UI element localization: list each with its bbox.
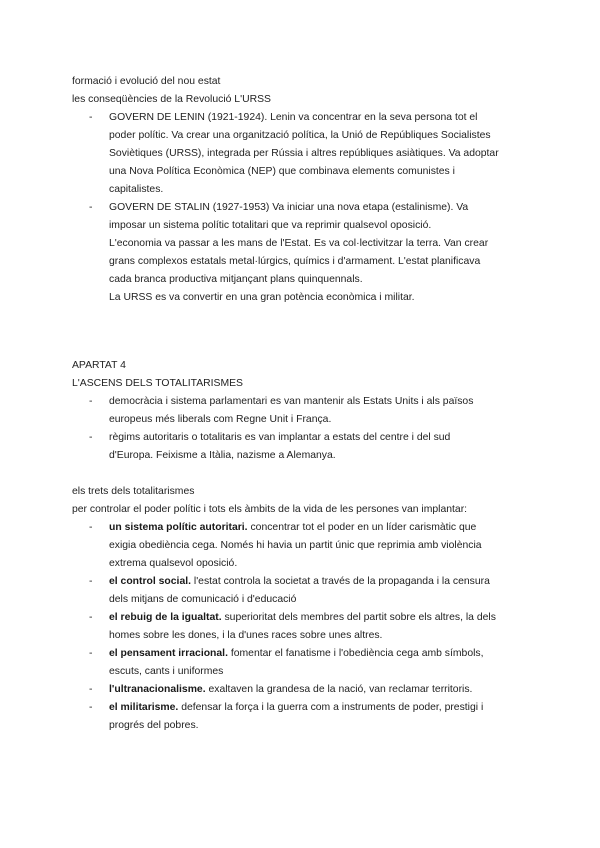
section-title: L'ASCENS DELS TOTALITARISMES [72, 378, 243, 389]
list-item [72, 109, 540, 199]
text-line [109, 699, 540, 717]
text-line: capitalistes. [109, 184, 164, 195]
text-line: homes sobre les dones, i la d'unes races sobre unes altres. [109, 630, 383, 641]
spacer [72, 307, 540, 357]
trait-description: concentrar tot el poder en un líder carismàtic que [247, 522, 477, 533]
text-line: d'Europa. Feixisme a Itàlia, nazisme a Alemanya. [109, 450, 336, 461]
trait-description: l'estat controla la societat a través de la propaganda i la censura [191, 576, 490, 587]
section-title: els trets dels totalitarismes [72, 486, 195, 497]
list-item [72, 429, 540, 465]
regimes-list [72, 393, 540, 465]
section-subtitle: les conseqüències de la Revolució L'URSS [72, 94, 271, 105]
trait-description: superioritat dels membres del partit sobre els altres, la dels [221, 612, 496, 623]
text-line: - GOVERN DE LENIN (1921-1924). Lenin va concentrar en la seva persona tot el [109, 112, 478, 123]
text-line: poder polític. Va crear una organització política, la Unió de Repúbliques Socialistes [109, 130, 491, 141]
trait-term: el pensament irracional. [109, 648, 228, 659]
list-item [72, 699, 540, 735]
text-line: - règims autoritaris o totalitaris es van implantar a estats del centre i del sud [109, 432, 451, 443]
trait-description: exaltaven la grandesa de la nació, van reclamar territoris. [205, 684, 473, 695]
section-heading: APARTAT 4 [72, 360, 126, 371]
trait-term: el militarisme. [109, 702, 179, 713]
trait-term: el control social. [109, 576, 191, 587]
list-item [72, 609, 540, 645]
text-line [109, 609, 540, 627]
lenin-stalin-list [72, 109, 540, 307]
list-item [72, 519, 540, 573]
text-line: La URSS es va convertir en una gran potència econòmica i militar. [109, 292, 415, 303]
text-line: Soviètiques (URSS), integrada per Rússia i altres repúbliques asiàtiques. Va adoptar [109, 148, 499, 159]
section-intro: per controlar el poder polític i tots els àmbits de la vida de les persones van implantar: [72, 504, 468, 515]
list-item [72, 573, 540, 609]
trait-term: el rebuig de la igualtat. [109, 612, 222, 623]
list-item [72, 681, 540, 699]
text-line: escuts, cants i uniformes [109, 666, 224, 677]
traits-list [72, 519, 540, 735]
text-line: progrés del pobres. [109, 720, 199, 731]
text-line: extrema qualsevol oposició. [109, 558, 238, 569]
list-item [72, 645, 540, 681]
section-title: formació i evolució del nou estat [72, 76, 221, 87]
trait-description: defensar la força i la guerra com a instruments de poder, prestigi i [178, 702, 484, 713]
text-line [109, 573, 540, 591]
list-item [72, 393, 540, 429]
text-line: - democràcia i sistema parlamentari es van mantenir als Estats Units i als països [109, 396, 474, 407]
text-line [109, 645, 540, 663]
spacer [72, 465, 540, 483]
trait-term: l'ultranacionalisme. [109, 684, 206, 695]
text-line [109, 519, 540, 537]
text-line: grans complexos estatals metal·lúrgics, químics i d'armament. L'estat planificava [109, 256, 481, 267]
trait-term: un sistema polític autoritari. [109, 522, 248, 533]
text-line: dels mitjans de comunicació i d'educació [109, 594, 297, 605]
text-line: cada branca productiva mitjançant plans quinquennals. [109, 274, 363, 285]
text-line: europeus més liberals com Regne Unit i França. [109, 414, 332, 425]
text-line: una Nova Política Econòmica (NEP) que combinava elements comunistes i [109, 166, 455, 177]
text-line: imposar un sistema polític totalitari que va reprimir qualsevol oposició. [109, 220, 432, 231]
text-line: L'economia va passar a les mans de l'Estat. Es va col·lectivitzar la terra. Van crear [109, 238, 489, 249]
list-item [72, 199, 540, 307]
text-line [109, 681, 540, 699]
text-line: exigia obediència cega. Només hi havia un partit únic que reprimia amb violència [109, 540, 482, 551]
trait-description: fomentar el fanatisme i l'obediència cega amb símbols, [227, 648, 484, 659]
text-line: - GOVERN DE STALIN (1927-1953) Va iniciar una nova etapa (estalinisme). Va [109, 202, 469, 213]
